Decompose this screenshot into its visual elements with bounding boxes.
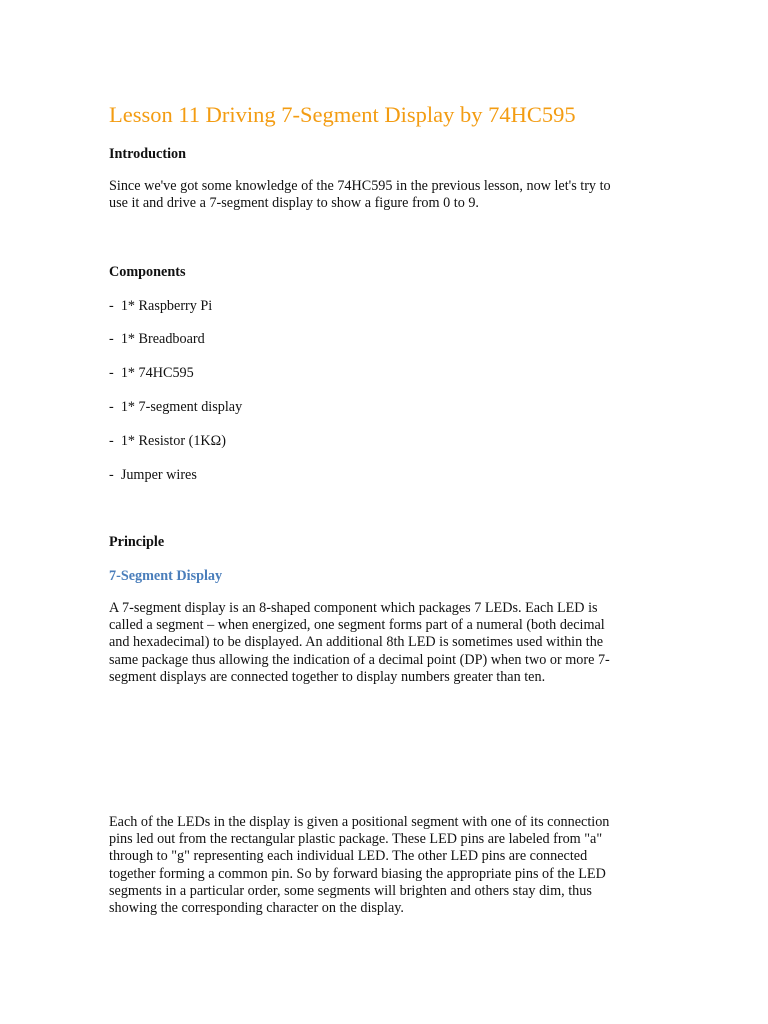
- principle-paragraph-2: [109, 814, 661, 917]
- paragraph-line: and hexadecimal) to be displayed. An additional 8th LED is sometimes used within the: [109, 634, 604, 651]
- introduction-paragraph: [109, 178, 661, 212]
- paragraph-line: use it and drive a 7-segment display to show a figure from 0 to 9.: [109, 195, 479, 212]
- introduction-heading: Introduction: [109, 146, 186, 162]
- paragraph-line: Since we've got some knowledge of the 74HC595 in the previous lesson, now let's try to: [109, 178, 611, 194]
- paragraph-line: through to "g" representing each individual LED. The other LED pins are connected: [109, 848, 588, 865]
- paragraph-line: showing the corresponding character on the display.: [109, 900, 404, 917]
- paragraph-line: segment displays are connected together to display numbers greater than ten.: [109, 668, 546, 685]
- principle-paragraph-1: [109, 600, 661, 686]
- component-item: - 1* 74HC595: [109, 365, 194, 381]
- seven-segment-subheading: 7-Segment Display: [109, 568, 223, 584]
- paragraph-line: called a segment – when energized, one segment forms part of a numeral (both decimal: [109, 617, 605, 634]
- paragraph-line: segments in a particular order, some segments will brighten and others stay dim, thus: [109, 882, 592, 899]
- paragraph-line: same package thus allowing the indication of a decimal point (DP) when two or more 7-: [109, 651, 610, 668]
- paragraph-line: A 7-segment display is an 8-shaped component which packages 7 LEDs. Each LED is: [109, 600, 598, 616]
- paragraph-line: Each of the LEDs in the display is given a positional segment with one of its connection: [109, 814, 610, 830]
- paragraph-line: pins led out from the rectangular plastic package. These LED pins are labeled from "a": [109, 831, 603, 848]
- component-item: - 1* Breadboard: [109, 331, 205, 347]
- components-heading: Components: [109, 264, 186, 280]
- component-item: - 1* Raspberry Pi: [109, 298, 213, 314]
- component-item: - 1* 7-segment display: [109, 399, 243, 415]
- component-item: - Jumper wires: [109, 467, 197, 483]
- principle-heading: Principle: [109, 534, 165, 550]
- paragraph-line: together forming a common pin. So by forward biasing the appropriate pins of the LED: [109, 865, 606, 882]
- component-item: - 1* Resistor (1KΩ): [109, 433, 226, 449]
- lesson-title: Lesson 11 Driving 7-Segment Display by 74HC595: [109, 102, 576, 127]
